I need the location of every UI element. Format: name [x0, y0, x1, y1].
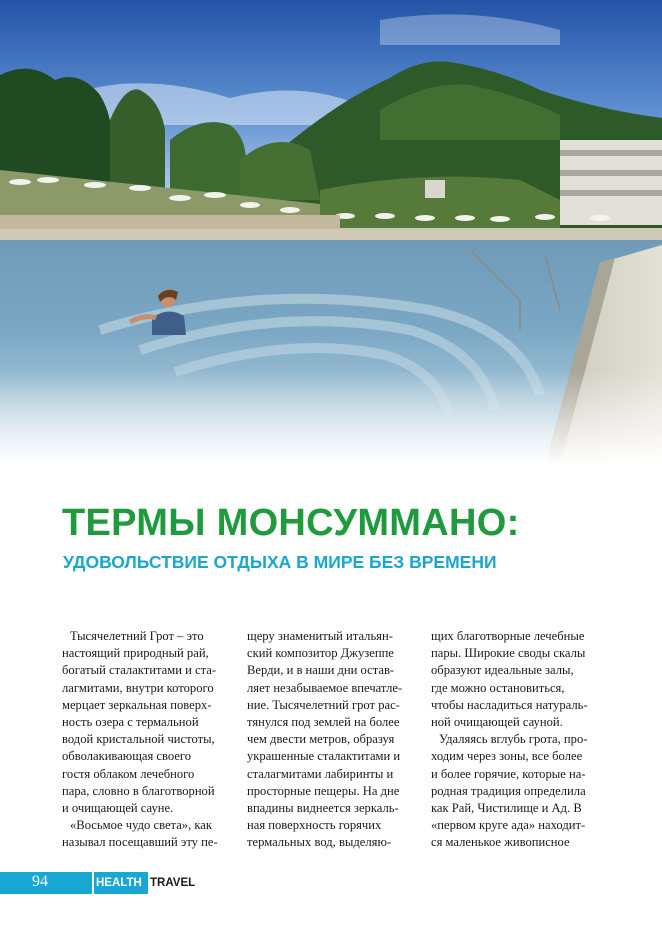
text-line: ский композитор Джузеппе: [247, 646, 394, 661]
text-line: где можно остановиться,: [431, 680, 565, 695]
text-line: пары. Широкие своды скалы: [431, 646, 586, 661]
text-line: и более горячие, которые на-: [431, 766, 586, 781]
text-line: Удаляясь вглубь грота, про-: [439, 732, 588, 747]
text-line: родная традиция определила: [431, 783, 586, 798]
text-line: мерцает зеркальная поверх-: [62, 697, 212, 712]
text-line: образуют идеальные залы,: [431, 663, 574, 678]
text-line: украшенные сталактитами и: [247, 749, 401, 764]
text-line: Тысячелетний Грот – это: [70, 629, 204, 643]
text-line: термальных вод, выделяю-: [247, 835, 392, 850]
text-line: как Рай, Чистилище и Ад. В: [431, 800, 582, 815]
text-line: ние. Тысячелетний грот рас-: [247, 697, 400, 712]
text-column-3: [431, 628, 597, 851]
brand-health: HEALTH: [94, 872, 148, 894]
text-line: водой кристальной чистоты,: [62, 732, 215, 747]
text-line: Верди, и в наши дни остав-: [247, 663, 395, 678]
text-line: обволакивающая своего: [62, 749, 192, 764]
text-line: ляет незабываемое впечатле-: [247, 680, 403, 695]
text-line: гостя облаком лечебного: [62, 766, 195, 781]
text-line: сталагмитами лабиринты и: [247, 766, 394, 781]
text-line: пара, словно в благотворной: [62, 783, 215, 798]
text-line: просторные пещеры. На дне: [247, 783, 400, 798]
brand-travel: TRAVEL: [150, 877, 196, 889]
text-line: тянулся под землей на более: [247, 714, 400, 729]
text-line: ся маленькое живописное: [431, 835, 570, 850]
text-line: ходим через зоны, все более: [431, 749, 583, 764]
page-footer: [0, 872, 200, 894]
article-subtitle: УДОВОЛЬСТВИЕ ОТДЫХА В МИРЕ БЕЗ ВРЕМЕНИ: [63, 552, 497, 572]
text-column-1: [62, 628, 228, 851]
text-line: чтобы насладиться натураль-: [431, 697, 588, 712]
text-column-2: [247, 628, 413, 851]
text-line: чем двести метров, образуя: [247, 732, 395, 747]
hero-photo: [0, 0, 662, 465]
text-line: настоящий природный рай,: [62, 646, 209, 661]
text-line: ной очищающей сауной.: [431, 714, 563, 729]
page-number: 94: [32, 873, 48, 890]
text-line: «Восьмое чудо света», как: [70, 818, 213, 833]
text-line: щеру знаменитый итальян-: [247, 629, 393, 643]
text-line: щих благотворные лечебные: [431, 629, 585, 643]
text-line: ная поверхность горячих: [247, 818, 382, 833]
text-line: впадины виднеется зеркаль-: [247, 800, 399, 815]
text-line: богатый сталактитами и ста-: [62, 663, 217, 678]
text-line: и очищающей сауне.: [62, 800, 174, 815]
text-line: «первом круге ада» находит-: [431, 818, 586, 833]
thermal-pool-photo: [0, 0, 662, 465]
text-line: называл посещавший эту пе-: [62, 835, 218, 850]
article-title: ТЕРМЫ МОНСУММАНО:: [62, 502, 520, 544]
text-line: ность озера с термальной: [62, 714, 199, 729]
text-line: лагмитами, внутри которого: [62, 680, 214, 695]
page-number-box: [0, 872, 92, 894]
